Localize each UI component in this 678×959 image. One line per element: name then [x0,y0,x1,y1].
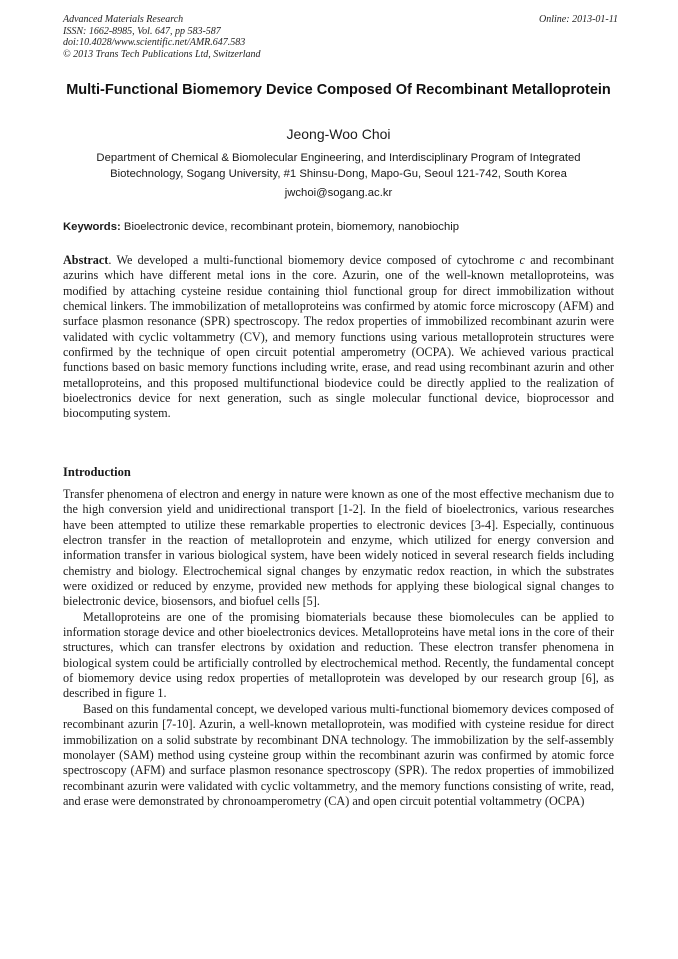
abstract-italic-c: c [519,253,525,267]
abstract-label: Abstract [63,253,109,267]
keywords-text: Bioelectronic device, recombinant protein, biomemory, nanobiochip [123,221,460,233]
intro-paragraph-3: Based on this fundamental concept, we developed various multi-functional biomemory devices composed of recombinant azurin [7-10]. Azurin, a well-known metalloprotein, was modified with cysteine residue for direct immobilization on a solid substrate by recombinant DNA technology. The immobilization by the self-assembly monolayer (SAM) method using cysteine group within the recombinant azurin was confirmed by atomic force spectroscopy (AFM) and surface plasmon resonance spectroscopy (SPR). The redox properties of immobilized recombinant azurin were validated with cyclic voltammetry, and the memory functions consisting of write, read, and erase were demonstrated by chronoamperometry (CA) and open circuit potential voltammetry (OCPA) [63,701,614,808]
abstract-section [63,253,614,422]
abstract-paragraph [63,253,614,422]
introduction-section [63,487,614,809]
abstract-text-part2: and recombinant azurins which have different metal ions in the core. Azurin, one of the well-known metalloproteins, was modified by attaching cysteine residue containing thiol functional group for direct immobilization without chemical linkers. The immobilization of metalloproteins was confirmed by atomic force microscopy (AFM) and surface plasmon resonance (SPR) spectroscopy. The redox properties of immobilized recombinant azurin were validated with cyclic voltammetry (CV), and memory functions using various metalloprotein structures were confirmed by the technique of open circuit potential amperometry (OCPA). We achieved various practical functions based on basic memory functions including write, erase, and read using recombinant azurin and other metalloproteins, and this proposed multifunctional biodevice could be directly applied to the realization of bioelectronics device for next generation, such as single molecular functional device, bioprocessor and biocomputing system. [63,253,615,421]
introduction-heading: Introduction [63,465,131,479]
author-email[interactable]: jwchoi@sogang.ac.kr [284,187,393,199]
online-date: Online: 2013-01-11 [539,14,618,25]
abstract-text-part1: . We developed a multi-functional biomemory device composed of cytochrome [108,253,520,267]
author-name: Jeong-Woo Choi [286,126,391,142]
intro-paragraph-1: Transfer phenomena of electron and energy in nature were known as one of the most effective mechanism due to the high conversion yield and unidirectional transport [1-2]. In the field of bioelectronics, various researches have been attempted to utilize these remarkable properties to electronic devices [3-4]. Especially, continuous electron transfer in the reaction of metalloprotein and enzyme, which utilized for energy conversion and information transfer in various biological system, have been widely noticed in several research fields including chemistry and biology. Electrochemical signal changes by enzymatic redox reaction, in which the substrates were oxidized or reduced by enzyme, provided new methods for applying these biological signal changes to bielectronic device, biosensors, and biofuel cells [5]. [63,487,614,609]
intro-paragraph-2: Metalloproteins are one of the promising biomaterials because these biomolecules can be applied to information storage device and other bioelectronics devices. Metalloproteins have metal ions in the core of their structures, which can transfer electrons by oxidation and reduction. These electron transfer phenomena in biological system could be artificially controlled by electrochemical method. Recently, the fundamental concept of biomemory device using redox properties of metalloprotein was developed by our research group [6], as described in figure 1. [63,609,614,701]
journal-name: Advanced Materials Research [63,14,184,25]
paper-title: Multi-Functional Biomemory Device Composed Of Recombinant Metalloprotein [66,82,611,98]
copyright-line: © 2013 Trans Tech Publications Ltd, Switzerland [63,48,261,60]
issn-line: ISSN: 1662-8985, Vol. 647, pp 583-587 [63,25,221,37]
keywords-label: Keywords: [63,221,121,233]
doi-line: doi:10.4028/www.scientific.net/AMR.647.583 [63,37,246,48]
journal-header [63,14,618,60]
affiliation: Department of Chemical & Biomolecular Engineering, and Interdisciplinary Program of Integrated Biotechnology, Sogang University, #1 Shinsu-Dong, Mapo-Gu, Seoul 121-742, South Korea [96,152,581,180]
keywords [63,220,614,234]
